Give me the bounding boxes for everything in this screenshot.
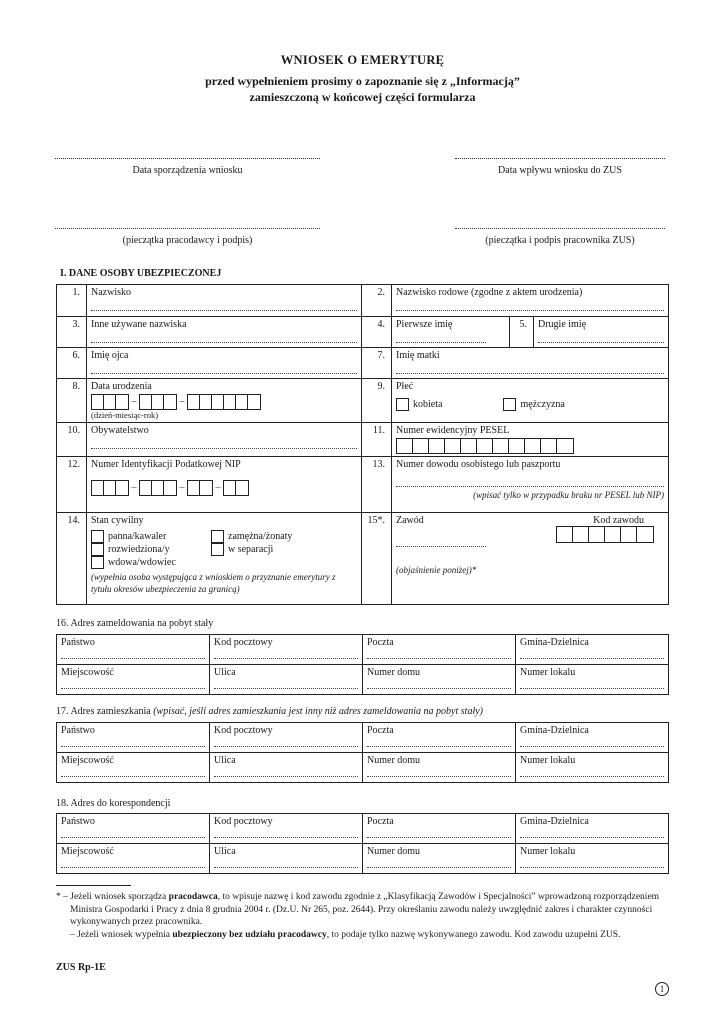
nip-field[interactable]: Numer Identyfikacji Podatkowej NIP – – – <box>87 457 362 513</box>
commune-field[interactable]: Gmina-Dzielnica <box>516 723 669 753</box>
sex-field: Płeć kobieta mężczyzna <box>392 379 669 423</box>
widowed-checkbox[interactable] <box>91 556 104 569</box>
second-name-field[interactable]: Drugie imię <box>534 317 669 348</box>
birth-day-boxes[interactable] <box>91 394 129 410</box>
commune-field[interactable]: Gmina-Dzielnica <box>516 814 669 844</box>
house-number-field[interactable]: Numer domu <box>363 665 516 695</box>
house-number-field[interactable]: Numer domu <box>363 753 516 783</box>
birth-date-field[interactable]: Data urodzenia – – (dzień-miesiąc-rok) <box>87 379 362 423</box>
single-checkbox[interactable] <box>91 530 104 543</box>
received-field-line[interactable] <box>455 158 665 159</box>
postal-code-field[interactable]: Kod pocztowy <box>210 723 363 753</box>
zus-stamp-line[interactable] <box>455 228 665 229</box>
postal-code-field[interactable]: Kod pocztowy <box>210 814 363 844</box>
section16-heading: 16. Adres zameldowania na pobyt stały <box>56 618 214 629</box>
birth-month-boxes[interactable] <box>139 394 177 410</box>
employer-stamp-line[interactable] <box>55 228 320 229</box>
birth-surname-field[interactable]: Nazwisko rodowe (zgodne z aktem urodzenia) <box>392 285 669 317</box>
footnote: * – Jeżeli wniosek sporządza pracodawca, to wpisuje nazwę i kod zawodu zgodnie z „Klasyfikacją Zawodów i Specjalności” wprowadzoną rozporządzeniem Ministra Gospodarki i Pracy z dnia 8 grudnia 2004 r. (Dz.U. Nr 265, poz. 2644). Przy określaniu zawodu należy uwzględnić zakres i charakter czynności wykonywanych przez pracownika. – Jeżeli wniosek wypełnia ubezpieczony bez udziału pracodawcy, to podaje tylko nazwę wykonywanego zawodu. Kod zawodu uzupełni ZUS. <box>56 892 660 940</box>
post-office-field[interactable]: Poczta <box>363 814 516 844</box>
city-field[interactable]: Miejscowość <box>57 665 210 695</box>
surname-field[interactable]: Nazwisko <box>87 285 362 317</box>
occupation-code-boxes[interactable] <box>556 526 654 543</box>
street-field[interactable]: Ulica <box>210 844 363 874</box>
date-field-line[interactable] <box>55 158 320 159</box>
house-number-field[interactable]: Numer domu <box>363 844 516 874</box>
citizenship-field[interactable]: Obywatelstwo <box>87 423 362 457</box>
divorced-checkbox[interactable] <box>91 543 104 556</box>
residence-address-table <box>56 722 669 783</box>
personal-data-table: 1. Nazwisko 2. Nazwisko rodowe (zgodne z aktem urodzenia) 3. Inne używane nazwiska 4. Pierwsze imię 5. Drugie imię 6. Imię ojca 7. Imię matki 8. Data urodzenia – – (dzień-miesiąc-rok) 9. Płeć kobieta mężczyzna 10. Obywatelstwo 11. Numer ewidencyjny PESEL 12. Numer Identyfikacji Podatkowej NIP – – – 13. Numer dowodu osobistego lub paszportu (wpisać tylko w przypadku braku nr PESEL lub NIP) 14. Stan cywilny panna/kawaler rozwiedziona/y wdowa/wdowiec zamężna/żonaty w separacji (wypełnia osoba występująca z wnioskiem o przyznanie emerytury z tytułu okresów ubezpieczenia za granicą) 15*. Zawód Kod zawodu (objaśnienie poniżej)* <box>56 284 669 605</box>
marital-status-field: Stan cywilny panna/kawaler rozwiedziona/y wdowa/wdowiec zamężna/żonaty w separacji (wypełnia osoba występująca z wnioskiem o przyznanie emerytury z tytułu okresów ubezpieczenia za granicą) <box>87 513 362 605</box>
employer-stamp-label: (pieczątka pracodawcy i podpis) <box>122 235 253 246</box>
form-title: WNIOSEK O EMERYTURĘ <box>280 53 445 67</box>
country-field[interactable]: Państwo <box>57 814 210 844</box>
married-checkbox[interactable] <box>211 530 224 543</box>
pesel-field[interactable]: Numer ewidencyjny PESEL <box>392 423 669 457</box>
post-office-field[interactable]: Poczta <box>363 723 516 753</box>
section17-heading: 17. Adres zamieszkania (wpisać, jeśli adres zamieszkania jest inny niż adres zameldowania na pobyt stały) <box>56 706 483 717</box>
zus-stamp-label: (pieczątka i podpis pracownika ZUS) <box>485 235 635 246</box>
date-label: Data sporządzenia wniosku <box>132 165 243 176</box>
form-code: ZUS Rp-1E <box>56 962 106 973</box>
commune-field[interactable]: Gmina-Dzielnica <box>516 635 669 665</box>
correspondence-address-table <box>56 813 669 874</box>
street-field[interactable]: Ulica <box>210 753 363 783</box>
separated-checkbox[interactable] <box>211 543 224 556</box>
id-document-field[interactable]: Numer dowodu osobistego lub paszportu (wpisać tylko w przypadku braku nr PESEL lub NIP) <box>392 457 669 513</box>
street-field[interactable]: Ulica <box>210 665 363 695</box>
city-field[interactable]: Miejscowość <box>57 844 210 874</box>
city-field[interactable]: Miejscowość <box>57 753 210 783</box>
other-surnames-field[interactable]: Inne używane nazwiska <box>87 317 362 348</box>
post-office-field[interactable]: Poczta <box>363 635 516 665</box>
country-field[interactable]: Państwo <box>57 723 210 753</box>
female-checkbox[interactable] <box>396 398 409 411</box>
flat-number-field[interactable]: Numer lokalu <box>516 844 669 874</box>
section1-heading: I. DANE OSOBY UBEZPIECZONEJ <box>60 268 222 279</box>
postal-code-field[interactable]: Kod pocztowy <box>210 635 363 665</box>
received-label: Data wpływu wniosku do ZUS <box>498 165 622 176</box>
country-field[interactable]: Państwo <box>57 635 210 665</box>
father-name-field[interactable]: Imię ojca <box>87 348 362 379</box>
footnote-divider <box>56 885 131 886</box>
permanent-address-table <box>56 634 669 695</box>
first-name-field[interactable]: Pierwsze imię <box>392 317 510 348</box>
birth-year-boxes[interactable] <box>187 394 261 410</box>
mother-name-field[interactable]: Imię matki <box>392 348 669 379</box>
pesel-boxes[interactable] <box>396 438 574 454</box>
section18-heading: 18. Adres do korespondencji <box>56 798 171 809</box>
flat-number-field[interactable]: Numer lokalu <box>516 665 669 695</box>
male-checkbox[interactable] <box>503 398 516 411</box>
page-number: 1 <box>655 982 669 996</box>
flat-number-field[interactable]: Numer lokalu <box>516 753 669 783</box>
form-subtitle: przed wypełnieniem prosimy o zapoznanie się z „Informacją” zamieszczoną w końcowej części formularza <box>205 74 520 104</box>
occupation-field[interactable]: Zawód Kod zawodu (objaśnienie poniżej)* <box>392 513 669 605</box>
